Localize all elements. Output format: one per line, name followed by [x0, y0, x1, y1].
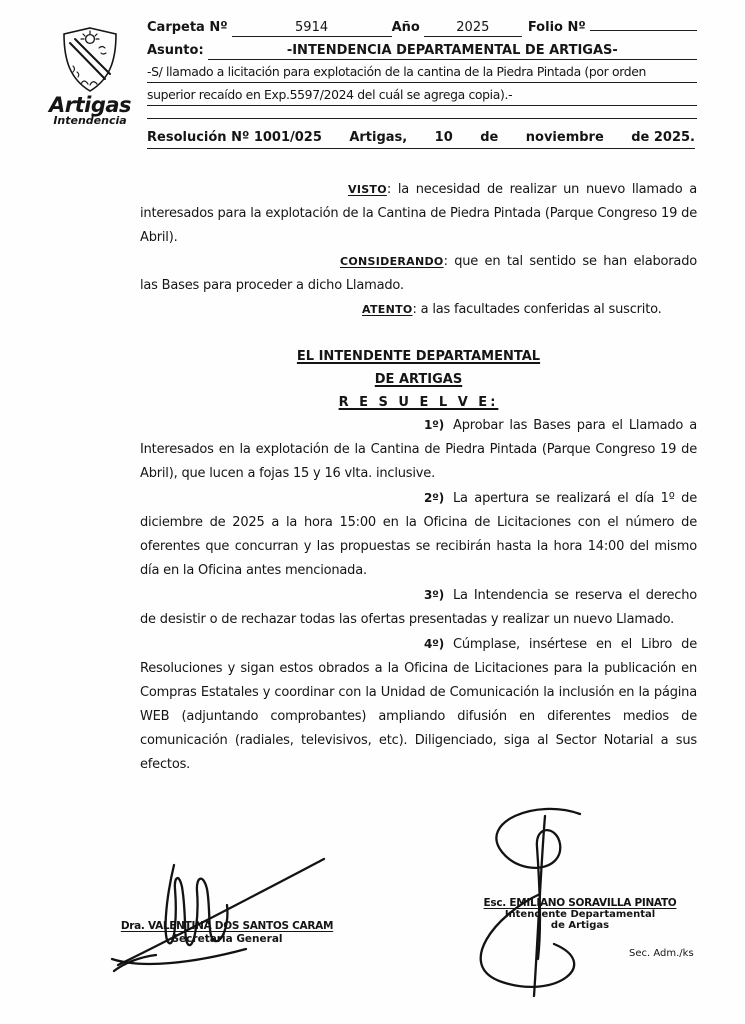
- atento-keyword: ATENTO: [362, 303, 413, 316]
- paragraph-atento: [140, 298, 697, 322]
- intendente-name: Esc. EMILIANO SORAVILLA PINATO: [483, 897, 677, 909]
- paragraph-visto: [140, 178, 697, 250]
- anio-label: Año: [391, 20, 420, 35]
- item-3-number: 3º): [424, 588, 445, 602]
- paragraph-considerando: [140, 250, 697, 298]
- folio-label: Folio Nº: [527, 20, 586, 35]
- intendente-title-2: de Artigas: [550, 920, 610, 931]
- subject-line-1: -S/ llamado a licitación para explotación de la cantina de la Piedra Pintada (por orden: [147, 60, 697, 83]
- considerando-keyword: CONSIDERANDO: [340, 255, 444, 268]
- resolution-de: de: [480, 130, 499, 145]
- logo-name: Artigas: [48, 93, 132, 117]
- resolution-item-4: [140, 632, 697, 777]
- carpeta-value: 5914: [232, 20, 392, 37]
- artigas-coat-of-arms-icon: [59, 26, 121, 94]
- heading-line-2: DE ARTIGAS: [374, 372, 463, 387]
- heading-resuelve: R E S U E L V E:: [338, 395, 499, 410]
- secretary-signature-scribble: [110, 843, 338, 973]
- item-4-number: 4º): [424, 637, 445, 651]
- administrative-note: Sec. Adm./ks: [629, 948, 694, 959]
- resolution-body: [140, 178, 697, 777]
- asunto-value: -INTENDENCIA DEPARTAMENTAL DE ARTIGAS-: [208, 43, 697, 60]
- document-header: [147, 20, 697, 119]
- resolution-number: Resolución Nº 1001/025: [147, 130, 322, 145]
- item-1-text: Aprobar las Bases para el Llamado a Interesados en la explotación de la Cantina de Piedra Pintada (Parque Congreso 19 de Abril), que lucen a fojas 15 y 16 vlta. inclusive.: [140, 418, 697, 481]
- resolution-year: de 2025.: [631, 130, 695, 145]
- secretary-name: Dra. VALENTINA DOS SANTOS CARAM: [120, 920, 334, 932]
- empty-rule: [147, 106, 697, 119]
- item-2-text: La apertura se realizará el día 1º de diciembre de 2025 a la hora 15:00 en la Oficina de Licitaciones con el número de oferentes que concurran y las propuestas se recibirán hasta la hora 14:00 del mismo día en la Oficina antes mencionada.: [140, 491, 697, 578]
- considerando-text: : que en tal sentido se han elaborado las Bases para proceder a dicho Llamado.: [140, 254, 697, 293]
- header-row-carpeta: [147, 20, 697, 37]
- resolution-item-3: [140, 583, 697, 632]
- visto-text: : la necesidad de realizar un nuevo llamado a interesados para la explotación de la Cantina de Piedra Pintada (Parque Congreso 19 de Abril).: [140, 182, 697, 245]
- resolution-city: Artigas,: [349, 130, 408, 145]
- item-3-text: La Intendencia se reserva el derecho de desistir o de rechazar todas las ofertas presentadas y realizar un nuevo Llamado.: [140, 588, 697, 627]
- item-4-text: Cúmplase, insértese en el Libro de Resoluciones y sigan estos obrados a la Oficina de Licitaciones para la publicación en Compras Estatales y coordinar con la Unidad de Comunicación la inclusión en la página WEB (adjuntando comprobantes) ampliando difusión en diferentes medios de comunicación (radiales, televisivos, etc). Diligenciado, siga al Sector Notarial a sus efectos.: [140, 637, 697, 772]
- intendente-title-1: Intendente Departamental: [504, 909, 656, 920]
- resolution-day: 10: [434, 130, 453, 145]
- heading-line-1: EL INTENDENTE DEPARTAMENTAL: [296, 349, 541, 364]
- folio-value: [590, 29, 697, 31]
- header-row-asunto: [147, 43, 697, 60]
- resolution-month: noviembre: [525, 130, 604, 145]
- resolution-item-2: [140, 486, 697, 583]
- anio-value: 2025: [424, 20, 522, 37]
- subject-line-2: superior recaído en Exp.5597/2024 del cuál se agrega copia).-: [147, 83, 697, 106]
- carpeta-label: Carpeta Nº: [147, 20, 228, 35]
- secretary-title: Secretaria General: [171, 933, 283, 945]
- atento-text: : a las facultades conferidas al suscrito.: [412, 302, 662, 317]
- artigas-logo: [34, 26, 146, 127]
- item-2-number: 2º): [424, 491, 445, 505]
- resolution-item-1: [140, 413, 697, 486]
- visto-keyword: VISTO: [348, 183, 387, 196]
- asunto-label: Asunto:: [147, 43, 204, 58]
- resolutive-heading: [140, 344, 697, 413]
- resolution-line: [147, 130, 695, 149]
- logo-subtitle: Intendencia: [53, 114, 127, 127]
- item-1-number: 1º): [424, 418, 445, 432]
- intendente-signature-block: [476, 897, 684, 931]
- secretary-signature-block: [116, 920, 338, 945]
